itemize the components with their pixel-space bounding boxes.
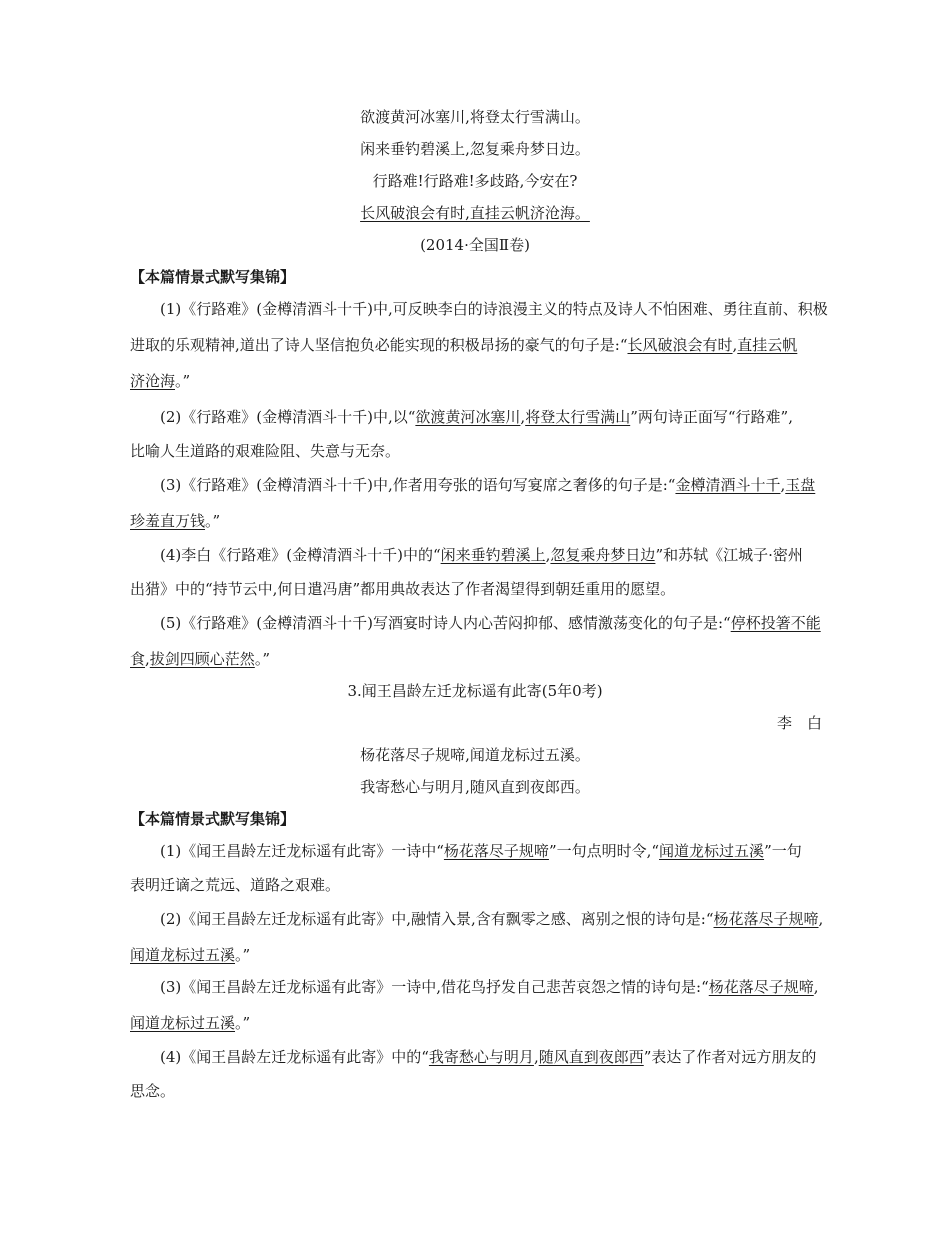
s1-q4-answer-2: 忽复乘舟梦日边 (550, 546, 656, 564)
s1-q2-line1: (2)《行路难》(金樽清酒斗十千)中,以“欲渡黄河冰塞川,将登太行雪满山”两句诗正面写“行路难”, (160, 408, 793, 426)
s2-q2-line1: (2)《闻王昌龄左迁龙标遥有此寄》中,融情入景,含有飘零之感、离别之恨的诗句是:“杨花落尽子规啼, (160, 910, 824, 928)
poem1-line-4 (0, 202, 950, 224)
s2-q1-line2: 表明迁谪之荒远、道路之艰难。 (130, 876, 341, 894)
s2-q2-answer-2: 闻道龙标过五溪 (130, 946, 236, 964)
poem1-line-1: 欲渡黄河冰塞川,将登太行雪满山。 (360, 108, 590, 126)
s2-q3-answer-1: 杨花落尽子规啼 (708, 978, 814, 996)
s1-q2-answer-2: 将登太行雪满山 (525, 408, 631, 426)
s1-q1-answer-2a: 直挂云帆 (737, 336, 798, 354)
poem1-line-3: 行路难!行路难!多歧路,今安在? (372, 172, 578, 190)
s1-q3-answer-2b: 珍羞直万钱 (130, 512, 206, 530)
poem2-title: 3.闻王昌龄左迁龙标遥有此寄(5年0考) (347, 682, 603, 700)
s1-q2-line2: 比喻人生道路的艰难险阻、失意与无奈。 (130, 442, 401, 460)
s2-q1-answer-2: 闻道龙标过五溪 (659, 842, 765, 860)
s2-q4-line2: 思念。 (130, 1082, 176, 1100)
s2-q4-line1: (4)《闻王昌龄左迁龙标遥有此寄》中的“我寄愁心与明月,随风直到夜郎西”表达了作者对远方朋友的 (160, 1048, 817, 1066)
s1-q5-line2: 食,拔剑四顾心茫然。” (130, 650, 270, 668)
s1-q4-line2: 出猎》中的“持节云中,何日遣冯唐”都用典故表达了作者渴望得到朝廷重用的愿望。 (130, 580, 676, 598)
s1-q3-line1: (3)《行路难》(金樽清酒斗十千)中,作者用夸张的语句写宴席之奢侈的句子是:“金樽清酒斗十千,玉盘 (160, 476, 816, 494)
s1-q4-answer-1: 闲来垂钓碧溪上 (440, 546, 546, 564)
s1-q5-answer-2: 拔剑四顾心茫然 (149, 650, 255, 668)
s1-q3-answer-1: 金樽清酒斗十千 (675, 476, 781, 494)
section1-heading: 【本篇情景式默写集锦】 (130, 268, 296, 286)
poem1-line-2: 闲来垂钓碧溪上,忽复乘舟梦日边。 (360, 140, 590, 158)
s1-q4-line1: (4)李白《行路难》(金樽清酒斗十千)中的“闲来垂钓碧溪上,忽复乘舟梦日边”和苏轼《江城子·密州 (160, 546, 803, 564)
s1-q1-answer-2b: 济沧海 (130, 372, 176, 390)
s1-q1-line3: 济沧海。” (130, 372, 191, 390)
poem1-last-line: 长风破浪会有时,直挂云帆济沧海。 (360, 204, 590, 222)
poem2-author: 李 白 (776, 714, 822, 732)
s2-q3-line2: 闻道龙标过五溪。” (130, 1014, 251, 1032)
poem2-line-2: 我寄愁心与明月,随风直到夜郎西。 (360, 778, 590, 796)
s2-q2-line2: 闻道龙标过五溪。” (130, 946, 251, 964)
poem2-line-1: 杨花落尽子规啼,闻道龙标过五溪。 (360, 746, 590, 764)
s1-q3-answer-2a: 玉盘 (785, 476, 816, 494)
s1-q5-line1: (5)《行路难》(金樽清酒斗十千)写酒宴时诗人内心苦闷抑郁、感情激荡变化的句子是:“停杯投箸不能 (160, 614, 821, 632)
section2-heading: 【本篇情景式默写集锦】 (130, 810, 296, 828)
s2-q4-answer-1: 我寄愁心与明月 (428, 1048, 534, 1066)
s2-q4-answer-2: 随风直到夜郎西 (538, 1048, 644, 1066)
s1-q1-answer-1: 长风破浪会有时 (627, 336, 733, 354)
s2-q1-answer-1: 杨花落尽子规啼 (443, 842, 549, 860)
s1-q1-line1: (1)《行路难》(金樽清酒斗十千)中,可反映李白的诗浪漫主义的特点及诗人不怕困难、勇往直前、积极 (160, 300, 828, 318)
s1-q5-answer-1a: 停杯投箸不能 (730, 614, 821, 632)
s2-q1-line1: (1)《闻王昌龄左迁龙标遥有此寄》一诗中“杨花落尽子规啼”一句点明时令,“闻道龙标过五溪”一句 (160, 842, 802, 860)
s2-q3-line1: (3)《闻王昌龄左迁龙标遥有此寄》一诗中,借花鸟抒发自己悲苦哀怨之情的诗句是:“杨花落尽子规啼, (160, 978, 819, 996)
s1-q3-line2: 珍羞直万钱。” (130, 512, 221, 530)
s1-q2-answer-1: 欲渡黄河冰塞川 (415, 408, 521, 426)
s1-q5-answer-1b: 食 (130, 650, 146, 668)
poem1-source: (2014·全国Ⅱ卷) (420, 236, 530, 254)
s2-q3-answer-2: 闻道龙标过五溪 (130, 1014, 236, 1032)
s2-q2-answer-1: 杨花落尽子规啼 (713, 910, 819, 928)
s1-q1-line2: 进取的乐观精神,道出了诗人坚信抱负必能实现的积极昂扬的豪气的句子是:“长风破浪会有时,直挂云帆 (130, 336, 798, 354)
